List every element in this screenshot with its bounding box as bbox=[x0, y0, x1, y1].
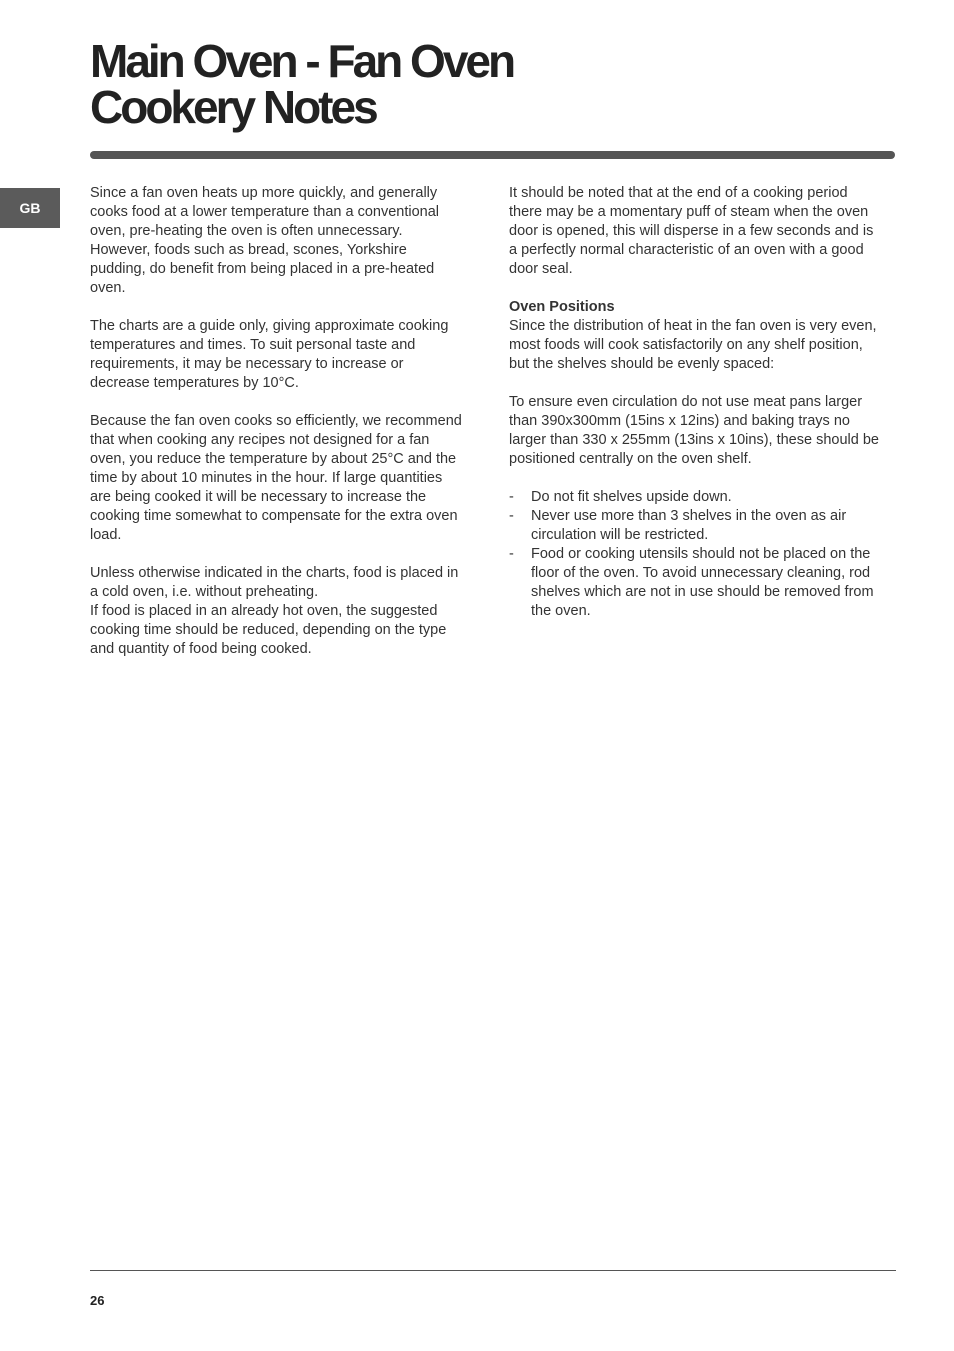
title-divider bbox=[90, 151, 895, 159]
bullet-dash: - bbox=[509, 489, 514, 505]
section-heading-oven-positions: Oven Positions bbox=[509, 299, 615, 315]
list-item-text: Food or cooking utensils should not be placed on the floor of the oven. To avoid unnecessary cleaning, rod shelves which are not in use should be removed from the oven. bbox=[531, 546, 874, 619]
paragraph-even-circulation: To ensure even circulation do not use meat pans larger than 390x300mm (15ins x 12ins) and baking trays no larger than 330 x 255mm (13ins x 10ins), these should be positioned centrally on the oven shelf. bbox=[509, 394, 879, 467]
paragraph-steam: It should be noted that at the end of a cooking period there may be a momentary puff of steam when the oven door is opened, this will disperse in a few seconds and is a perfectly normal characteristic of an oven with a good door seal. bbox=[509, 185, 874, 277]
list-item-text: Do not fit shelves upside down. bbox=[531, 489, 732, 505]
language-tab: GB bbox=[0, 188, 60, 228]
paragraph-charts-guide: The charts are a guide only, giving approximate cooking temperatures and times. To suit personal taste and requirements, it may be necessary to increase or decrease temperatures by 10°C. bbox=[90, 318, 449, 391]
paragraph-hot-oven: If food is placed in an already hot oven, the suggested cooking time should be reduced, depending on the type and quantity of food being cooked. bbox=[90, 603, 447, 657]
paragraph-heat-distribution: Since the distribution of heat in the fan oven is very even, most foods will cook satisfactorily on any shelf position, but the shelves should be evenly spaced: bbox=[509, 318, 877, 372]
list-item bbox=[509, 488, 884, 507]
page-title-line-1: Main Oven - Fan Oven bbox=[90, 35, 514, 87]
list-item bbox=[509, 507, 884, 545]
paragraph-reduce-temperature: Because the fan oven cooks so efficiently, we recommend that when cooking any recipes not designed for a fan oven, you reduce the temperature by about 25°C and the time by about 10 minutes in the hour. If large quantities are being cooked it will be necessary to increase the cooking time somewhat to compensate for the extra oven load. bbox=[90, 413, 462, 543]
bullet-list bbox=[509, 488, 884, 621]
footer-divider bbox=[90, 1270, 896, 1271]
paragraph-cold-oven: Unless otherwise indicated in the charts, food is placed in a cold oven, i.e. without preheating. bbox=[90, 565, 459, 600]
page-title bbox=[90, 35, 890, 133]
list-item bbox=[509, 545, 884, 621]
left-column bbox=[90, 184, 465, 678]
page-title-line-2: Cookery Notes bbox=[90, 81, 376, 133]
page-number: 26 bbox=[90, 1293, 105, 1308]
bullet-dash: - bbox=[509, 546, 514, 562]
paragraph-preheating: Since a fan oven heats up more quickly, and generally cooks food at a lower temperature than a conventional oven, pre-heating the oven is often unnecessary. However, foods such as bread, scones, Yorkshire pudding, do benefit from being placed in a pre-heated oven. bbox=[90, 185, 440, 296]
list-item-text: Never use more than 3 shelves in the oven as air circulation will be restricted. bbox=[531, 508, 847, 543]
right-column bbox=[509, 184, 884, 621]
bullet-dash: - bbox=[509, 508, 514, 524]
